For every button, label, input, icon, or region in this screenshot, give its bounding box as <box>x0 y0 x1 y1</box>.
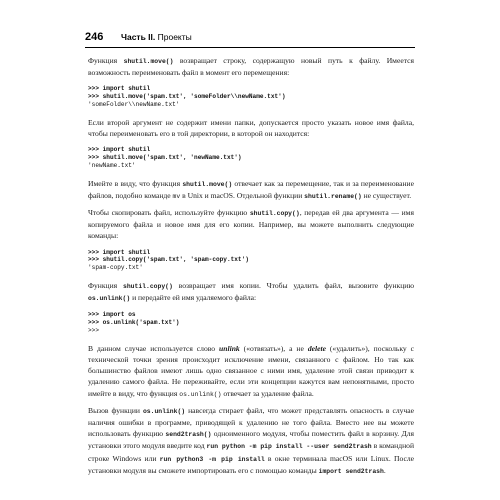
inline-code: os.unlink() <box>142 407 186 415</box>
emphasis-term: delete <box>307 343 326 353</box>
text: навсегда стирает файл, что может представлять опасность в случае наличия ошибки в программе, приводящей к удалению не того файла. Вместо нее вы можете использовать функцию <box>88 405 415 439</box>
code-block-4 <box>88 311 414 334</box>
part-name: Проекты <box>157 32 192 42</box>
code-output: 'spam-copy.txt' <box>88 264 143 272</box>
code-prompt: >>> <box>88 327 99 334</box>
text: Функция <box>88 281 123 290</box>
code-line: >>> shutil.move('spam.txt', 'someFolder\\newName.txt') <box>88 93 286 101</box>
paragraph-7 <box>88 405 414 477</box>
code-line: >>> import shutil <box>88 248 151 256</box>
text: в окне терминала macOS или Linux. После установки модуля вы сможете импортировать его с помощью команды <box>88 453 414 475</box>
inline-code: shutil.rename() <box>304 192 362 200</box>
paragraph-5 <box>88 280 414 304</box>
code-block-3 <box>88 249 414 272</box>
inline-code: run python -m pip install --user send2trash <box>206 443 372 451</box>
text: одноименного модуля, чтобы поместить файл в корзину. Для установки этого модуля введите код <box>88 429 414 451</box>
code-block-2 <box>88 146 414 169</box>
text: Функция <box>88 56 124 65</box>
text: Чтобы скопировать файл, используйте функцию <box>88 208 250 217</box>
code-line: >>> shutil.copy('spam.txt', 'spam-copy.txt') <box>88 256 249 264</box>
text: («отвязать»), а не <box>239 343 308 353</box>
text: Вызов функции <box>88 405 143 415</box>
text: в командной строке Windows или <box>88 441 415 463</box>
paragraph-3 <box>88 178 414 202</box>
text: отвечает за удаление файла. <box>221 388 314 398</box>
inline-code: shutil.move() <box>182 180 233 188</box>
code-block-1 <box>88 85 414 108</box>
text: В данном случае используется слово <box>88 343 220 353</box>
text: отвечает как за перемещение, так и за переименование файлов, подобно команде <box>88 178 414 200</box>
code-line: >>> import shutil <box>88 146 151 154</box>
inline-code: shutil.copy() <box>123 283 173 290</box>
inline-code: os.unlink() <box>88 295 131 303</box>
part-title <box>121 32 192 42</box>
inline-code: shutil.copy() <box>249 210 300 217</box>
inline-code: run python3 -m pip install <box>159 455 265 463</box>
text: («удалить»), поскольку с технической точки зрения происходит исключение имени, связанного с файлом. Но так как большинство файлов имеют лишь одно связанное с ними имя, удаление этой связи приводит к удалению самого файла. Не переживайте, если эти концепции кажутся вам непонятными, просто имейте в виду, что функция <box>88 343 415 398</box>
text: возвращает строку, содержащую новый путь к файлу. Имеется возможность переименовать файл в момент его перемещения: <box>88 56 415 78</box>
code-line: >>> os.unlink('spam.txt') <box>88 319 180 327</box>
paragraph-1 <box>88 55 414 78</box>
inline-code: os.unlink() <box>179 390 222 398</box>
text: . <box>383 465 386 475</box>
page-body <box>88 55 414 482</box>
page-number: 246 <box>85 31 104 43</box>
inline-code: mv <box>172 192 181 200</box>
paragraph-2: Если второй аргумент не содержит имени папки, допускается просто указать новое имя файла, чтобы переименовать его в той директории, в которой он находится: <box>88 117 414 138</box>
code-line: >>> import os <box>88 311 136 319</box>
running-header <box>85 31 415 45</box>
text: в Unix и macOS. Отдельной функции <box>180 190 305 200</box>
code-output: 'someFolder\\newName.txt' <box>88 101 180 108</box>
paragraph-6 <box>88 343 414 400</box>
paragraph-4 <box>88 207 414 242</box>
text: , передав ей два аргумента — имя копируемого файла и новое имя для его копии. Например, вы можете выполнить следующие команды: <box>88 208 414 241</box>
inline-code: import send2trash <box>318 467 384 475</box>
code-line: >>> shutil.move('spam.txt', 'newName.txt') <box>88 154 242 161</box>
header-rule <box>85 47 415 48</box>
text: возвращает имя копии. Чтобы удалить файл, вызовите функцию <box>172 281 414 290</box>
inline-code: send2trash() <box>165 431 212 439</box>
code-output: 'newName.txt' <box>88 161 136 169</box>
inline-code: shutil.move() <box>123 58 174 65</box>
part-label: Часть II. <box>121 32 156 42</box>
code-line: >>> import shutil <box>88 85 151 93</box>
emphasis-term: unlink <box>219 343 240 353</box>
text: и передайте ей имя удаляемого файла: <box>130 293 257 303</box>
text: не существует. <box>361 190 412 200</box>
text: Имейте в виду, что функция <box>88 178 183 188</box>
